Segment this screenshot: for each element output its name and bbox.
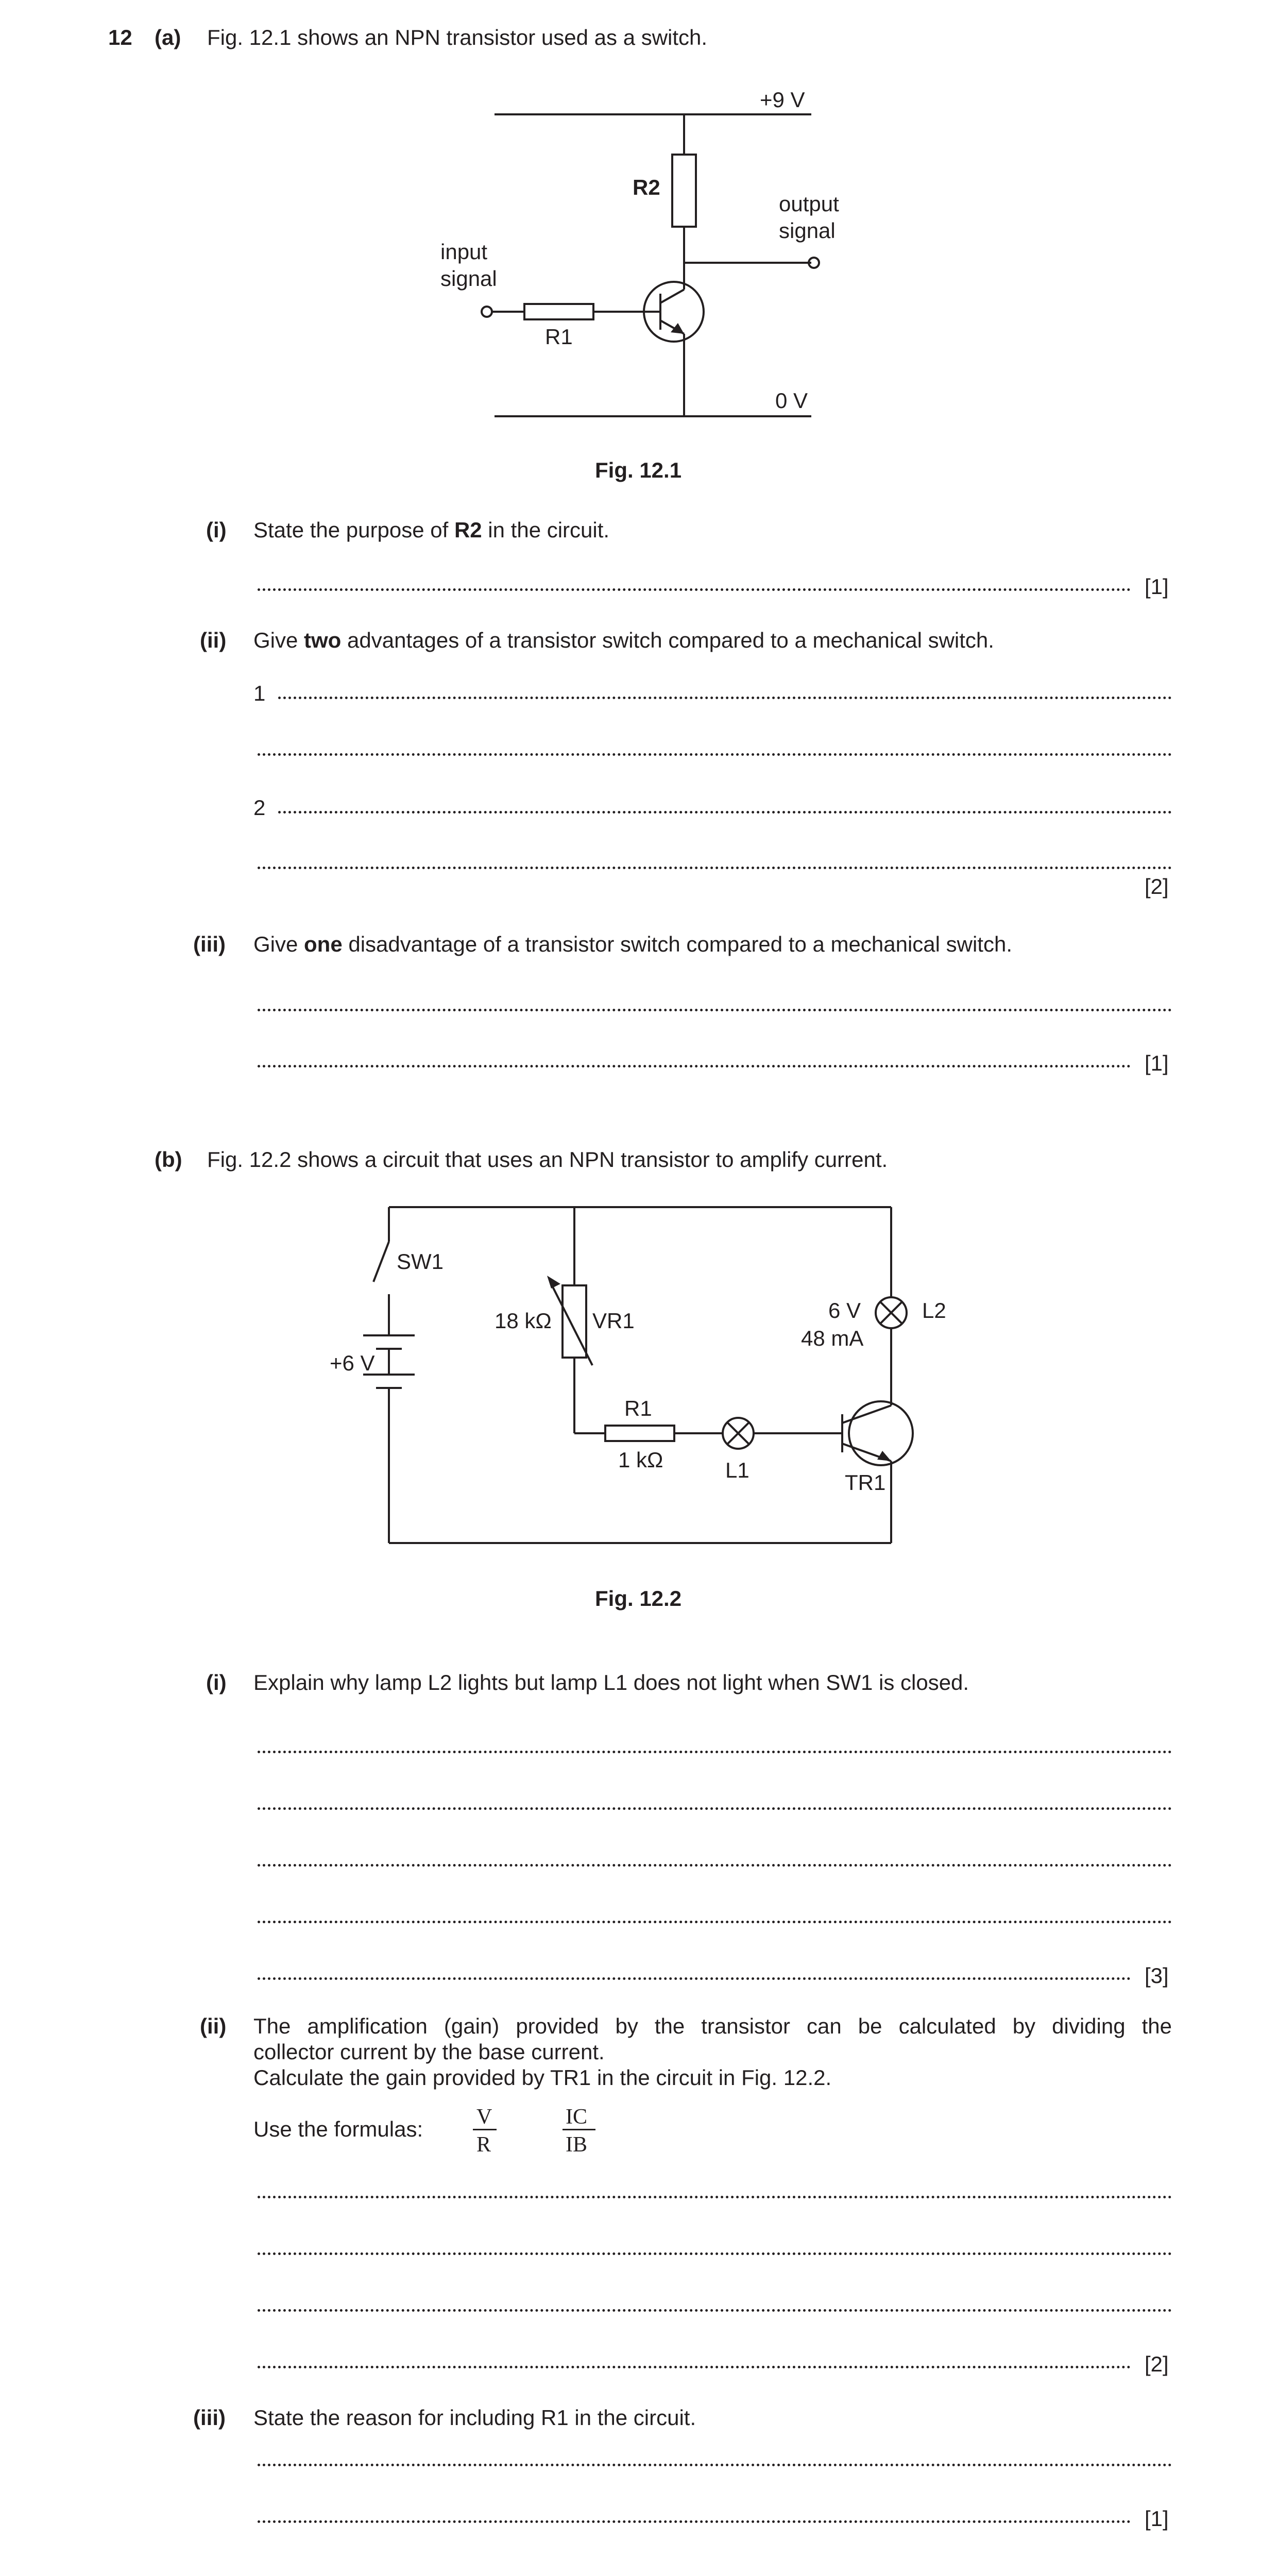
a-i-question: State the purpose of R2 in the circuit.: [253, 518, 610, 542]
a-ii-mark: [2]: [1145, 874, 1169, 899]
fig2-label-sw1: SW1: [397, 1249, 444, 1274]
fig2-label-vr-value: 18 kΩ: [495, 1309, 552, 1333]
fig1-label-input-1: input: [440, 240, 488, 264]
formula-1-numerator: V: [476, 2105, 492, 2129]
fig-12-1-caption: Fig. 12.1: [595, 458, 682, 482]
question-number: 12: [108, 25, 132, 49]
fig1-label-input-2: signal: [440, 266, 497, 291]
fig1-label-r2: R2: [633, 175, 660, 199]
b-iii-question: State the reason for including R1 in the circuit.: [253, 2405, 696, 2430]
b-ii-text-line-3: Calculate the gain provided by TR1 in the circuit in Fig. 12.2.: [253, 2065, 832, 2090]
part-b-intro: Fig. 12.2 shows a circuit that uses an NPN transistor to amplify current.: [207, 1147, 888, 1172]
b-ii-text-line-2: collector current by the base current.: [253, 2040, 605, 2064]
fig1-label-output-2: signal: [779, 218, 836, 243]
fig1-label-zero-v: 0 V: [775, 388, 808, 413]
formula-1-denominator: R: [476, 2133, 491, 2157]
b-iii-mark: [1]: [1145, 2506, 1169, 2531]
fig2-label-r1-value: 1 kΩ: [618, 1448, 663, 1472]
b-i-answer-line-5[interactable]: [258, 1977, 1131, 1980]
b-ii-mark: [2]: [1145, 2352, 1169, 2376]
b-i-answer-line-2[interactable]: [258, 1807, 1172, 1810]
b-ii-answer-line-3[interactable]: [258, 2309, 1172, 2312]
fig1-label-r1: R1: [545, 325, 573, 349]
a-iii-label: (iii): [193, 932, 226, 956]
b-ii-answer-line-4[interactable]: [258, 2366, 1131, 2368]
fig2-label-lamp-current: 48 mA: [801, 1326, 864, 1350]
part-a-intro: Fig. 12.1 shows an NPN transistor used as a switch.: [207, 25, 708, 49]
b-ii-text-line-1: The amplification (gain) provided by the transistor can be calculated by dividing the: [253, 2014, 1172, 2038]
b-i-answer-line-3[interactable]: [258, 1864, 1172, 1867]
a-ii-question: Give two advantages of a transistor switch compared to a mechanical switch.: [253, 628, 994, 652]
b-ii-label: (ii): [200, 2014, 227, 2038]
formula-2-fraction-bar: [563, 2129, 595, 2130]
fig2-label-l2: L2: [922, 1298, 946, 1323]
fig2-label-l1: L1: [725, 1458, 749, 1482]
a-iii-question: Give one disadvantage of a transistor switch compared to a mechanical switch.: [253, 932, 1013, 956]
fig2-label-supply: +6 V: [330, 1351, 375, 1375]
fig1-label-output-1: output: [779, 192, 839, 216]
b-ii-answer-line-1[interactable]: [258, 2196, 1172, 2198]
fig2-label-lamp-voltage: 6 V: [828, 1298, 861, 1323]
b-i-mark: [3]: [1145, 1963, 1169, 1988]
fig-12-2-caption: Fig. 12.2: [595, 1586, 682, 1611]
formula-2-denominator: IB: [566, 2133, 587, 2157]
fig2-label-tr1: TR1: [845, 1470, 886, 1495]
formula-1-fraction-bar: [473, 2129, 497, 2130]
formula-2-numerator: IC: [566, 2105, 587, 2129]
b-i-answer-line-1[interactable]: [258, 1751, 1172, 1753]
b-i-answer-line-4[interactable]: [258, 1921, 1172, 1923]
b-iii-answer-line-2[interactable]: [258, 2520, 1131, 2523]
fig1-label-supply: +9 V: [760, 88, 805, 112]
b-iii-label: (iii): [193, 2405, 226, 2430]
a-iii-mark: [1]: [1145, 1051, 1169, 1075]
a-i-mark: [1]: [1145, 574, 1169, 599]
a-i-label: (i): [206, 518, 227, 542]
part-b-label: (b): [155, 1147, 182, 1172]
part-a-label: (a): [155, 25, 181, 49]
a-ii-number-1: 1: [253, 681, 266, 705]
b-ii-answer-line-2[interactable]: [258, 2252, 1172, 2255]
a-ii-number-2: 2: [253, 795, 266, 820]
fig2-label-vr1: VR1: [592, 1309, 635, 1333]
b-i-label: (i): [206, 1670, 227, 1694]
b-ii-formula-label: Use the formulas:: [253, 2117, 423, 2141]
a-ii-label: (ii): [200, 628, 227, 652]
b-i-question: Explain why lamp L2 lights but lamp L1 does not light when SW1 is closed.: [253, 1670, 969, 1694]
fig2-label-r1: R1: [624, 1396, 652, 1420]
b-iii-answer-line-1[interactable]: [258, 2464, 1172, 2466]
